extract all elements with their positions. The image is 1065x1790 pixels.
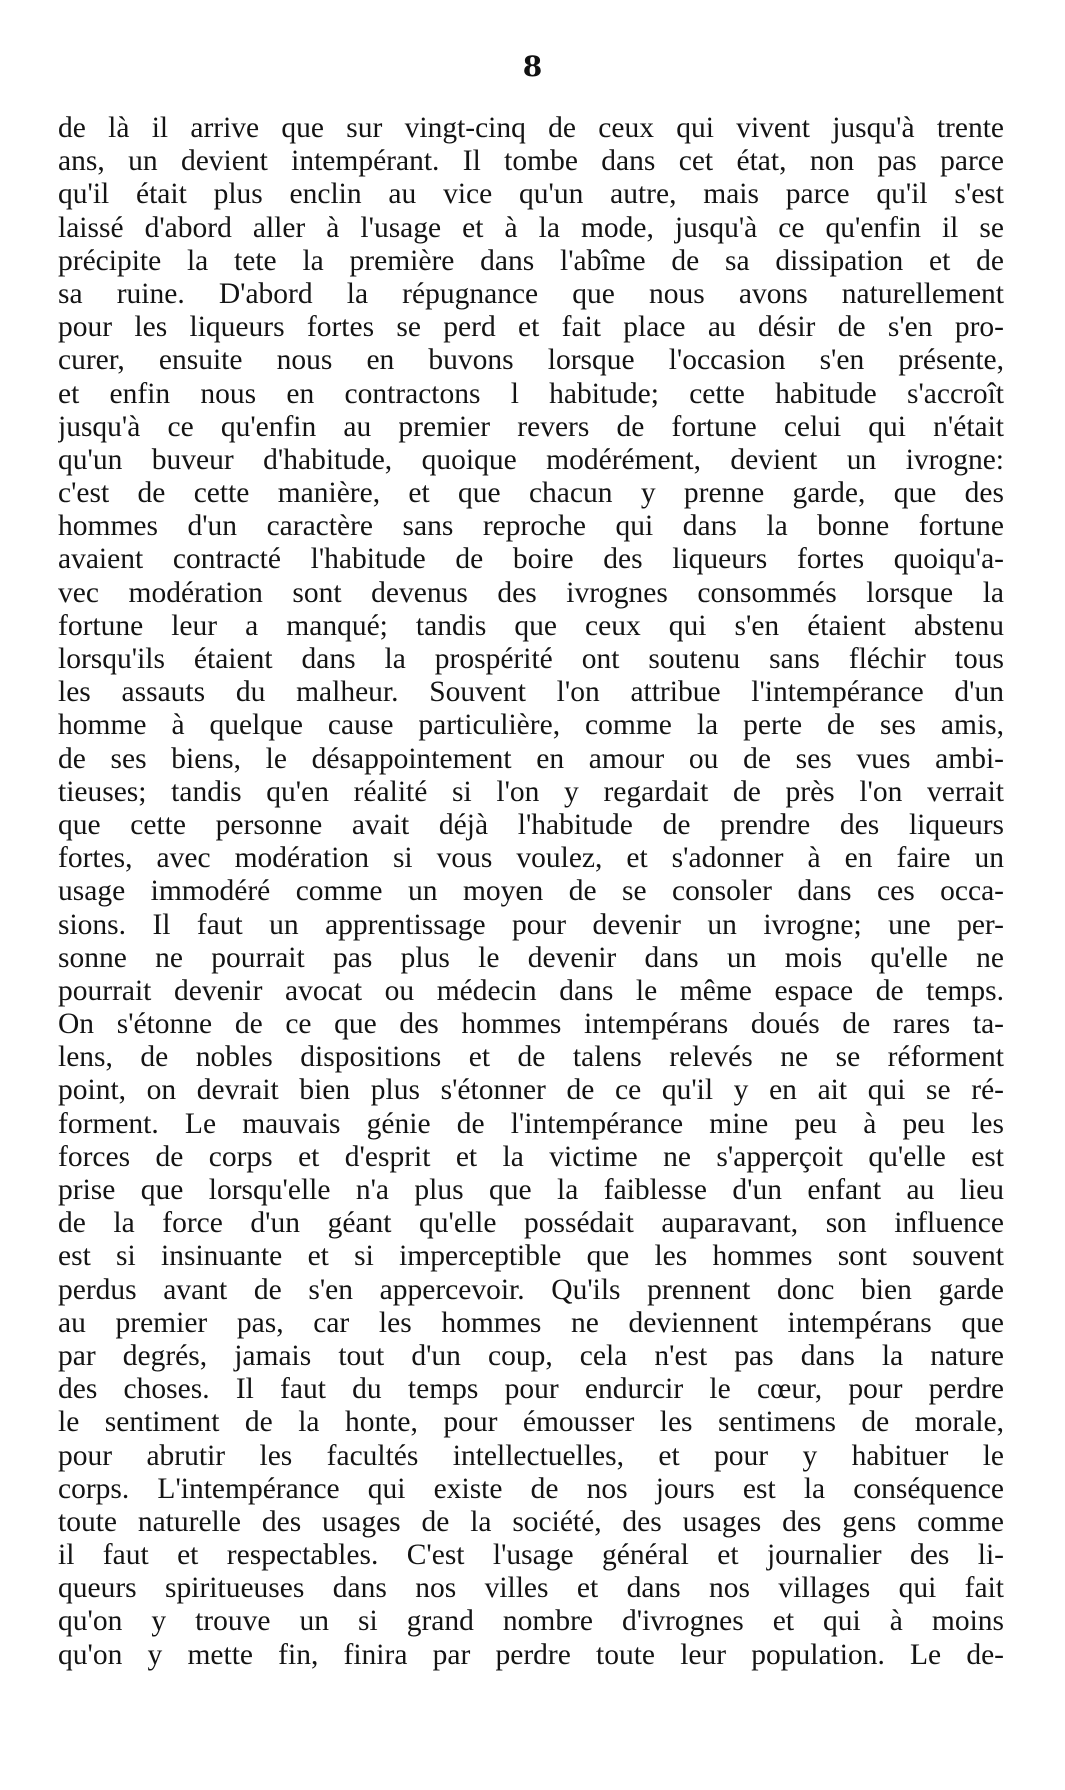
text-line: fortes, avec modération si vous voulez, et s'adonner à en faire un (58, 842, 1004, 875)
text-line: pour les liqueurs fortes se perd et fait place au désir de s'en pro- (58, 311, 1004, 344)
text-line: vec modération sont devenus des ivrognes consommés lorsque la (58, 576, 1004, 609)
text-line: forment. Le mauvais génie de l'intempérance mine peu à peu les (58, 1107, 1004, 1140)
text-line: pour abrutir les facultés intellectuelles, et pour y habituer le (58, 1439, 1004, 1472)
text-line: tieuses; tandis qu'en réalité si l'on y regardait de près l'on verrait (58, 775, 1004, 808)
text-line: lens, de nobles dispositions et de talens relevés ne se réforment (58, 1041, 1004, 1074)
text-line: sions. Il faut un apprentissage pour devenir un ivrogne; une per- (58, 908, 1004, 941)
text-line: corps. L'intempérance qui existe de nos jours est la conséquence (58, 1472, 1004, 1505)
text-line: de là il arrive que sur vingt-cinq de ceux qui vivent jusqu'à trente (58, 112, 1004, 144)
text-line: forces de corps et d'esprit et la victime ne s'apperçoit qu'elle est (58, 1140, 1004, 1173)
text-line: On s'étonne de ce que des hommes intempérans doués de rares ta- (58, 1008, 1004, 1041)
text-line: est si insinuante et si imperceptible que les hommes sont souvent (58, 1240, 1004, 1273)
text-line: de la force d'un géant qu'elle possédait auparavant, son influence (58, 1207, 1004, 1240)
text-line: lorsqu'ils étaient dans la prospérité ont soutenu sans fléchir tous (58, 643, 1004, 675)
body-text (58, 112, 1004, 1672)
text-line: pourrait devenir avocat ou médecin dans le même espace de temps. (58, 974, 1004, 1007)
text-line: sa ruine. D'abord la répugnance que nous avons naturellement (58, 277, 1004, 310)
text-line: de ses biens, le désappointement en amour ou de ses vues ambi- (58, 742, 1004, 775)
text-line: toute naturelle des usages de la société, des usages des gens comme (58, 1505, 1004, 1538)
page-number: 8 (522, 50, 543, 83)
text-line: laissé d'abord aller à l'usage et à la mode, jusqu'à ce qu'enfin il se (58, 211, 1004, 244)
text-line: perdus avant de s'en appercevoir. Qu'ils prennent donc bien garde (58, 1273, 1004, 1306)
text-line: qu'un buveur d'habitude, quoique modérément, devient un ivrogne: (58, 443, 1004, 476)
text-line: c'est de cette manière, et que chacun y prenne garde, que des (58, 477, 1004, 510)
text-line: usage immodéré comme un moyen de se consoler dans ces occa- (58, 875, 1004, 908)
text-line: homme à quelque cause particulière, comme la perte de ses amis, (58, 709, 1004, 742)
text-line: queurs spiritueuses dans nos villes et dans nos villages qui fait (58, 1572, 1004, 1605)
text-line: les assauts du malheur. Souvent l'on attribue l'intempérance d'un (58, 676, 1004, 709)
text-line: point, on devrait bien plus s'étonner de ce qu'il y en ait qui se ré- (58, 1074, 1004, 1107)
text-line: qu'on y mette fin, finira par perdre toute leur population. Le de- (58, 1638, 1004, 1671)
text-line: des choses. Il faut du temps pour endurcir le cœur, pour perdre (58, 1373, 1004, 1406)
text-line: il faut et respectables. C'est l'usage général et journalier des li- (58, 1539, 1004, 1572)
text-line: ans, un devient intempérant. Il tombe dans cet état, non pas parce (58, 145, 1004, 178)
text-line: et enfin nous en contractons l habitude; cette habitude s'accroît (58, 377, 1004, 410)
text-line: le sentiment de la honte, pour émousser les sentimens de morale, (58, 1406, 1004, 1439)
text-line: jusqu'à ce qu'enfin au premier revers de fortune celui qui n'était (58, 410, 1004, 443)
text-line: hommes d'un caractère sans reproche qui dans la bonne fortune (58, 510, 1004, 543)
text-line: fortune leur a manqué; tandis que ceux qui s'en étaient abstenu (58, 609, 1004, 642)
text-line: sonne ne pourrait pas plus le devenir dans un mois qu'elle ne (58, 941, 1004, 974)
text-line: que cette personne avait déjà l'habitude de prendre des liqueurs (58, 808, 1004, 841)
text-line: au premier pas, car les hommes ne deviennent intempérans que (58, 1306, 1004, 1339)
text-line: précipite la tete la première dans l'abîme de sa dissipation et de (58, 244, 1004, 277)
text-line: par degrés, jamais tout d'un coup, cela n'est pas dans la nature (58, 1339, 1004, 1372)
text-line: qu'il était plus enclin au vice qu'un autre, mais parce qu'il s'est (58, 178, 1004, 211)
text-line: prise que lorsqu'elle n'a plus que la faiblesse d'un enfant au lieu (58, 1174, 1004, 1206)
text-line: qu'on y trouve un si grand nombre d'ivrognes et qui à moins (58, 1605, 1004, 1638)
text-line: avaient contracté l'habitude de boire des liqueurs fortes quoiqu'a- (58, 543, 1004, 576)
text-line: curer, ensuite nous en buvons lorsque l'occasion s'en présente, (58, 344, 1004, 377)
